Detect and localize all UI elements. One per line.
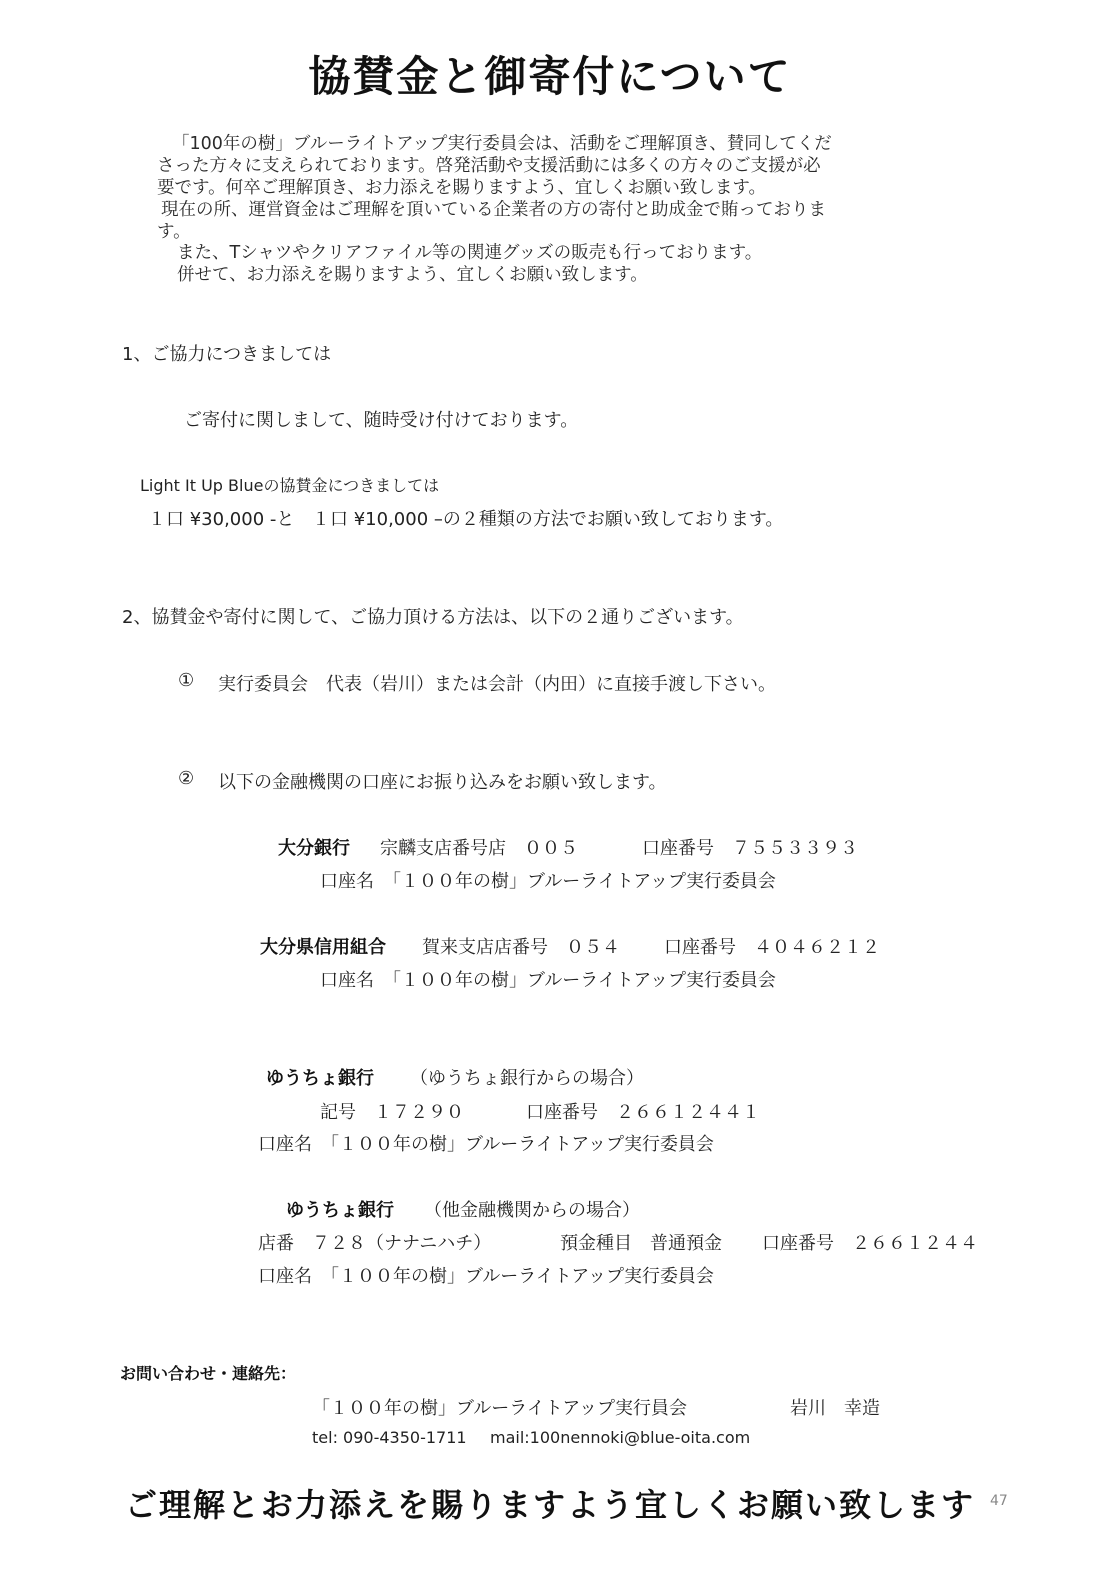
intro-line-4: 現在の所、運営資金はご理解を頂いている企業者の方の寄付と助成金で賄っておりま xyxy=(161,200,826,220)
method-1-text: 実行委員会 代表（岩川）または会計（内田）に直接手渡し下さい。 xyxy=(218,674,776,695)
intro-line-6: また、Tシャツやクリアファイル等の関連グッズの販売も行っております。 xyxy=(177,243,763,263)
method-2-text: 以下の金融機関の口座にお振り込みをお願い致します。 xyxy=(218,772,667,793)
intro-line-2: さった方々に支えられております。啓発活動や支援活動には多くの方々のご支援が必 xyxy=(157,156,821,176)
contact-person: 岩川 幸造 xyxy=(790,1398,880,1419)
bank-branch-oita: 宗麟支店番号店 ００５ xyxy=(380,838,578,859)
bank-name-yucho-2: ゆうちょ銀行 xyxy=(286,1200,394,1221)
price-option-b: １口 ¥10,000 –の２種類の方法でお願い致しております。 xyxy=(312,509,784,530)
bank-ten-yucho-2: 店番 ７２８（ナナニハチ） xyxy=(258,1233,492,1254)
bank-name-yucho-1: ゆうちょ銀行 xyxy=(266,1068,374,1089)
page-title: 協賛金と御寄付について xyxy=(308,52,792,101)
bank-kigo-yucho-1: 記号 １７２９０ xyxy=(320,1102,464,1123)
bank-note-yucho-1: （ゆうちょ銀行からの場合） xyxy=(410,1068,644,1089)
bank-holder-oita: 口座名 「１００年の樹」ブルーライトアップ実行委員会 xyxy=(320,871,776,892)
contact-org: 「１００年の樹」ブルーライトアップ実行員会 xyxy=(312,1398,687,1419)
intro-line-3: 要です。何卒ご理解頂き、お力添えを賜りますよう、宜しくお願い致します。 xyxy=(157,178,766,198)
intro-line-7: 併せて、お力添えを賜りますよう、宜しくお願い致します。 xyxy=(177,265,648,285)
contact-label: お問い合わせ・連絡先： xyxy=(120,1364,297,1383)
page-number: 47 xyxy=(990,1493,1008,1509)
bank-name-oita: 大分銀行 xyxy=(278,838,350,859)
bank-account-shinkumi: 口座番号 ４０４６２１２ xyxy=(664,937,880,958)
method-1-mark: ① xyxy=(178,670,195,691)
method-2-mark: ② xyxy=(178,768,195,789)
bank-name-shinkumi: 大分県信用組合 xyxy=(260,937,386,958)
bank-branch-shinkumi: 賀来支店店番号 ０５４ xyxy=(422,937,620,958)
bank-type-yucho-2: 預金種目 普通預金 xyxy=(560,1233,722,1254)
section-1-heading: 1、ご協力につきましては xyxy=(122,344,332,365)
contact-tel: tel: 090-4350-1711 xyxy=(312,1428,467,1447)
bank-account-oita: 口座番号 ７５５３３９３ xyxy=(642,838,858,859)
closing-message: ご理解とお力添えを賜りますよう宜しくお願い致します xyxy=(124,1486,975,1524)
bank-holder-yucho-1: 口座名 「１００年の樹」ブルーライトアップ実行委員会 xyxy=(258,1134,714,1155)
light-it-up-blue-text: Light It Up Blueの協賛金につきましては xyxy=(140,476,440,495)
bank-account-yucho-1: 口座番号 ２６６１２４４１ xyxy=(526,1102,760,1123)
contact-mail[interactable]: mail:100nennoki@blue-oita.com xyxy=(490,1428,751,1447)
donation-text: ご寄付に関しまして、随時受け付けております。 xyxy=(184,410,579,431)
section-2-heading: 2、協賛金や寄付に関して、ご協力頂ける方法は、以下の２通りございます。 xyxy=(122,607,744,628)
bank-account-yucho-2: 口座番号 ２６６１２４４ xyxy=(762,1233,978,1254)
intro-line-1: 「100年の樹」ブルーライトアップ実行委員会は、活動をご理解頂き、賛同してくだ xyxy=(172,134,832,154)
intro-line-5: す。 xyxy=(157,222,191,242)
bank-holder-shinkumi: 口座名 「１００年の樹」ブルーライトアップ実行委員会 xyxy=(320,970,776,991)
price-option-a: １口 ¥30,000 -と xyxy=(148,509,295,530)
bank-holder-yucho-2: 口座名 「１００年の樹」ブルーライトアップ実行委員会 xyxy=(258,1266,714,1287)
bank-note-yucho-2: （他金融機関からの場合） xyxy=(424,1200,640,1221)
